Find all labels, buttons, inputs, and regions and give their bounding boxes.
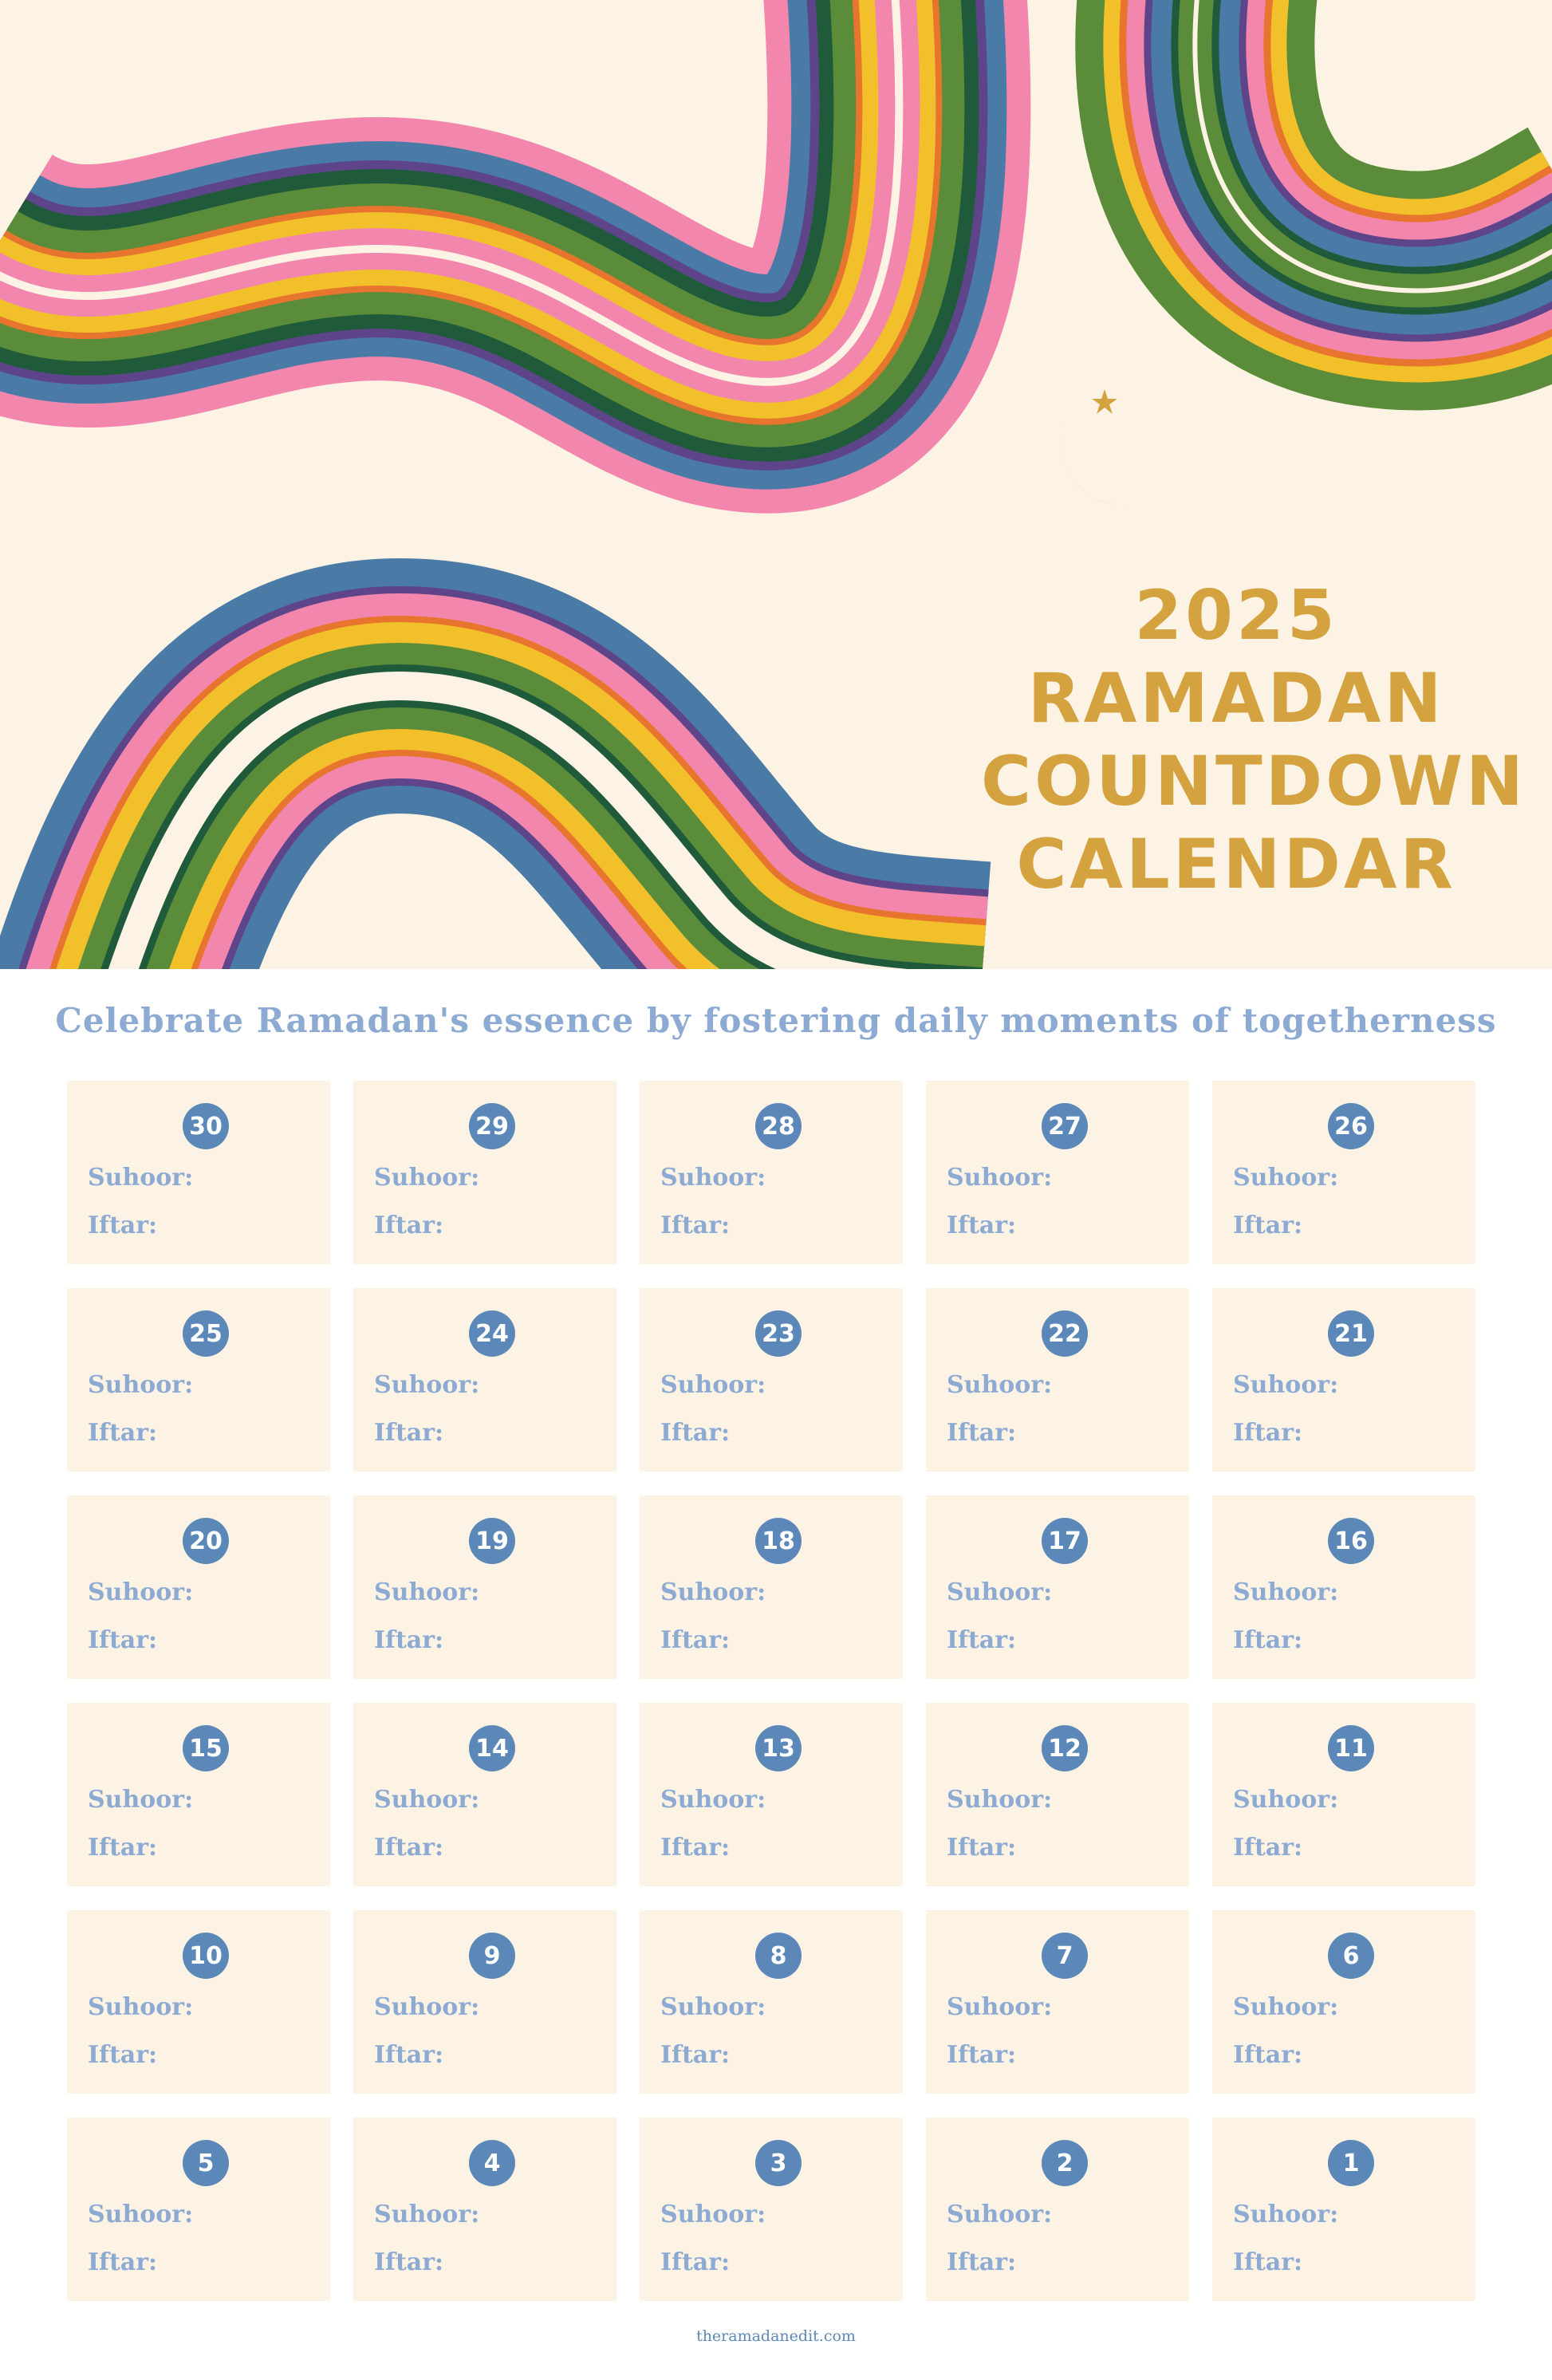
suhoor-label: Suhoor: <box>947 1164 1053 1192</box>
page-title <box>981 574 1527 906</box>
suhoor-label: Suhoor: <box>1233 1578 1339 1606</box>
day-cell <box>1212 1288 1475 1472</box>
suhoor-label: Suhoor: <box>1233 1164 1339 1192</box>
suhoor-label: Suhoor: <box>374 1371 480 1399</box>
suhoor-label: Suhoor: <box>88 1786 194 1814</box>
title-line-ramadan: RAMADAN <box>1027 659 1445 739</box>
day-cell <box>67 1703 330 1886</box>
iftar-label: Iftar: <box>660 2041 731 2069</box>
day-number-badge: 24 <box>469 1310 515 1357</box>
title-line-calendar: CALENDAR <box>1016 825 1456 904</box>
suhoor-label: Suhoor: <box>660 1786 766 1814</box>
iftar-label: Iftar: <box>88 2041 158 2069</box>
day-number-badge: 6 <box>1328 1933 1374 1979</box>
countdown-grid <box>67 1081 1475 2301</box>
day-number-badge: 12 <box>1042 1725 1088 1771</box>
day-number-badge: 3 <box>755 2140 802 2186</box>
suhoor-label: Suhoor: <box>947 1371 1053 1399</box>
day-number-badge: 4 <box>469 2140 515 2186</box>
day-number-badge: 5 <box>183 2140 229 2186</box>
iftar-label: Iftar: <box>660 2248 731 2276</box>
day-number-badge: 22 <box>1042 1310 1088 1357</box>
suhoor-label: Suhoor: <box>88 2201 194 2228</box>
title-line-countdown: COUNTDOWN <box>981 742 1527 822</box>
day-cell <box>67 1081 330 1264</box>
day-number-badge: 18 <box>755 1518 802 1564</box>
iftar-label: Iftar: <box>1233 1419 1303 1447</box>
day-number-badge: 16 <box>1328 1518 1374 1564</box>
day-number-badge: 17 <box>1042 1518 1088 1564</box>
suhoor-label: Suhoor: <box>374 1993 480 2021</box>
iftar-label: Iftar: <box>374 1419 444 1447</box>
day-cell <box>353 1288 616 1472</box>
day-number-badge: 9 <box>469 1933 515 1979</box>
day-cell <box>640 1288 903 1472</box>
suhoor-label: Suhoor: <box>1233 1786 1339 1814</box>
iftar-label: Iftar: <box>947 2248 1017 2276</box>
suhoor-label: Suhoor: <box>88 1164 194 1192</box>
suhoor-label: Suhoor: <box>374 1164 480 1192</box>
day-number-badge: 19 <box>469 1518 515 1564</box>
day-cell <box>640 1910 903 2094</box>
day-number-badge: 8 <box>755 1933 802 1979</box>
day-cell <box>640 1703 903 1886</box>
iftar-label: Iftar: <box>374 1212 444 1239</box>
iftar-label: Iftar: <box>947 1626 1017 1654</box>
suhoor-label: Suhoor: <box>88 1993 194 2021</box>
day-cell <box>640 1081 903 1264</box>
suhoor-label: Suhoor: <box>660 1371 766 1399</box>
iftar-label: Iftar: <box>660 1212 731 1239</box>
iftar-label: Iftar: <box>88 1626 158 1654</box>
day-cell <box>67 2118 330 2301</box>
day-cell <box>353 1495 616 1679</box>
suhoor-label: Suhoor: <box>947 1993 1053 2021</box>
day-cell <box>353 1081 616 1264</box>
day-cell <box>353 2118 616 2301</box>
day-cell <box>926 1081 1189 1264</box>
day-number-badge: 25 <box>183 1310 229 1357</box>
suhoor-label: Suhoor: <box>88 1578 194 1606</box>
day-cell <box>1212 1703 1475 1886</box>
day-cell <box>353 1703 616 1886</box>
suhoor-label: Suhoor: <box>88 1371 194 1399</box>
suhoor-label: Suhoor: <box>660 1578 766 1606</box>
day-cell <box>67 1910 330 2094</box>
iftar-label: Iftar: <box>1233 2248 1303 2276</box>
day-number-badge: 10 <box>183 1933 229 1979</box>
day-number-badge: 13 <box>755 1725 802 1771</box>
suhoor-label: Suhoor: <box>660 2201 766 2228</box>
suhoor-label: Suhoor: <box>947 2201 1053 2228</box>
title-line-year: 2025 <box>1134 576 1338 656</box>
day-cell <box>926 1495 1189 1679</box>
day-number-badge: 21 <box>1328 1310 1374 1357</box>
day-cell <box>1212 1495 1475 1679</box>
hero-banner <box>0 0 1552 969</box>
suhoor-label: Suhoor: <box>660 1164 766 1192</box>
iftar-label: Iftar: <box>88 1834 158 1862</box>
suhoor-label: Suhoor: <box>374 2201 480 2228</box>
suhoor-label: Suhoor: <box>1233 1371 1339 1399</box>
day-cell <box>353 1910 616 2094</box>
day-cell <box>926 2118 1189 2301</box>
day-cell <box>640 1495 903 1679</box>
iftar-label: Iftar: <box>88 2248 158 2276</box>
suhoor-label: Suhoor: <box>374 1578 480 1606</box>
iftar-label: Iftar: <box>1233 1834 1303 1862</box>
day-number-badge: 11 <box>1328 1725 1374 1771</box>
iftar-label: Iftar: <box>88 1419 158 1447</box>
iftar-label: Iftar: <box>374 2248 444 2276</box>
iftar-label: Iftar: <box>1233 1626 1303 1654</box>
suhoor-label: Suhoor: <box>1233 1993 1339 2021</box>
iftar-label: Iftar: <box>660 1419 731 1447</box>
day-cell <box>67 1288 330 1472</box>
iftar-label: Iftar: <box>374 1834 444 1862</box>
day-number-badge: 15 <box>183 1725 229 1771</box>
day-number-badge: 29 <box>469 1103 515 1149</box>
day-number-badge: 23 <box>755 1310 802 1357</box>
suhoor-label: Suhoor: <box>374 1786 480 1814</box>
day-number-badge: 14 <box>469 1725 515 1771</box>
tagline: Celebrate Ramadan's essence by fostering daily moments of togetherness <box>55 1001 1497 1040</box>
day-number-badge: 26 <box>1328 1103 1374 1149</box>
iftar-label: Iftar: <box>947 1419 1017 1447</box>
footer-website: theramadanedit.com <box>696 2327 856 2345</box>
iftar-label: Iftar: <box>374 2041 444 2069</box>
suhoor-label: Suhoor: <box>947 1786 1053 1814</box>
day-cell <box>926 1703 1189 1886</box>
iftar-label: Iftar: <box>88 1212 158 1239</box>
suhoor-label: Suhoor: <box>947 1578 1053 1606</box>
day-cell <box>1212 1910 1475 2094</box>
iftar-label: Iftar: <box>660 1626 731 1654</box>
day-cell <box>1212 1081 1475 1264</box>
iftar-label: Iftar: <box>374 1626 444 1654</box>
iftar-label: Iftar: <box>660 1834 731 1862</box>
day-cell <box>1212 2118 1475 2301</box>
day-number-badge: 1 <box>1328 2140 1374 2186</box>
crescent-moon-star-icon <box>1029 383 1172 526</box>
iftar-label: Iftar: <box>1233 1212 1303 1239</box>
iftar-label: Iftar: <box>947 2041 1017 2069</box>
day-number-badge: 7 <box>1042 1933 1088 1979</box>
day-cell <box>67 1495 330 1679</box>
suhoor-label: Suhoor: <box>1233 2201 1339 2228</box>
day-number-badge: 27 <box>1042 1103 1088 1149</box>
suhoor-label: Suhoor: <box>660 1993 766 2021</box>
day-number-badge: 30 <box>183 1103 229 1149</box>
day-cell <box>926 1910 1189 2094</box>
iftar-label: Iftar: <box>947 1834 1017 1862</box>
iftar-label: Iftar: <box>1233 2041 1303 2069</box>
day-number-badge: 2 <box>1042 2140 1088 2186</box>
day-cell <box>640 2118 903 2301</box>
day-number-badge: 28 <box>755 1103 802 1149</box>
iftar-label: Iftar: <box>947 1212 1017 1239</box>
day-cell <box>926 1288 1189 1472</box>
day-number-badge: 20 <box>183 1518 229 1564</box>
